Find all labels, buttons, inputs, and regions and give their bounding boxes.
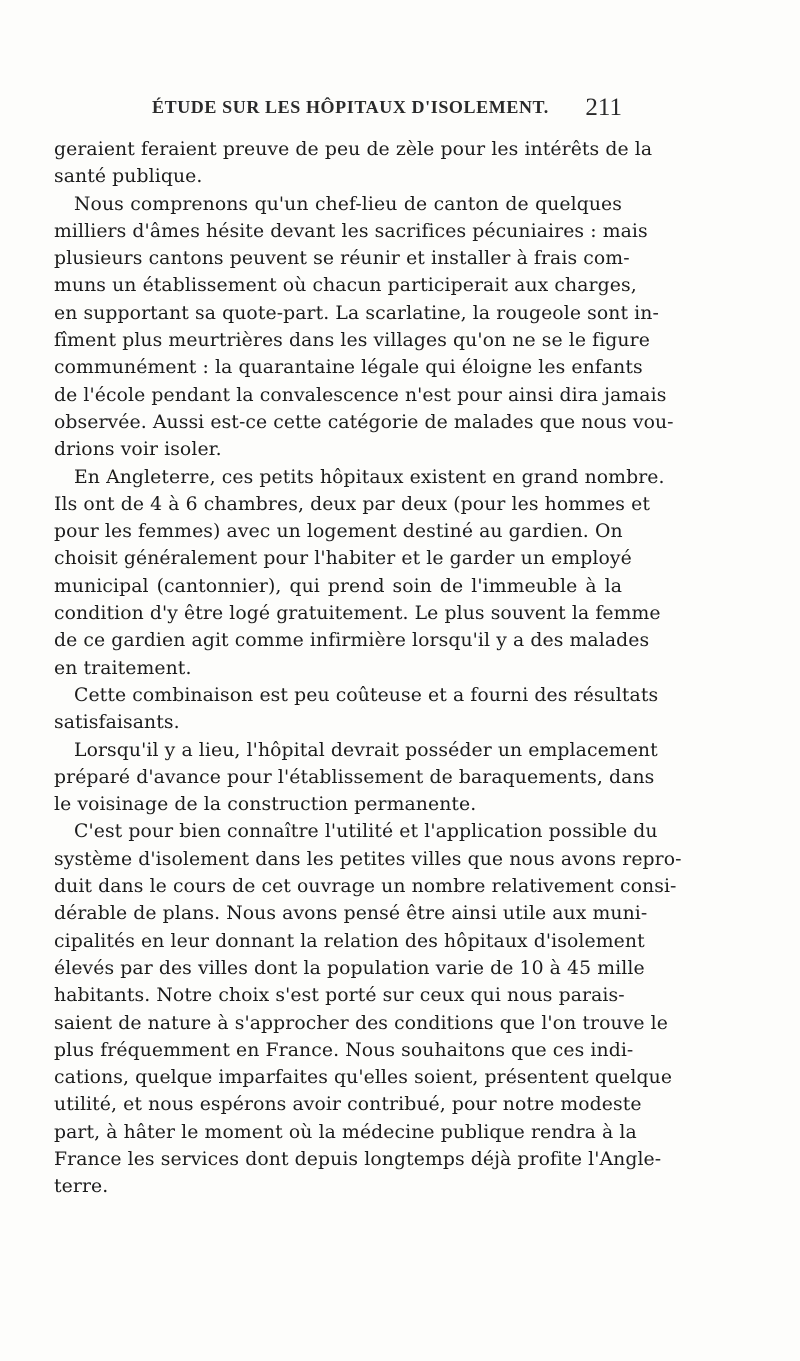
text-line: santé publique. [54, 166, 203, 188]
text-line: utilité, et nous espérons avoir contribué, pour notre modeste [54, 1094, 642, 1116]
text-line: le voisinage de la construction permanente. [54, 794, 477, 816]
text-line: choisit généralement pour l'habiter et le garder un employé [54, 548, 632, 570]
text-line: pour les femmes) avec un logement destiné au gardien. On [54, 521, 623, 543]
text-line: en supportant sa quote-part. La scarlatine, la rougeole sont in- [54, 302, 659, 324]
page-number: 211 [585, 94, 622, 121]
text-line: muns un établissement où chacun participerait aux charges, [54, 275, 637, 297]
text-line: dérable de plans. Nous avons pensé être ainsi utile aux muni- [54, 903, 648, 925]
text-line: terre. [54, 1176, 109, 1198]
text-line: saient de nature à s'approcher des conditions que l'on trouve le [54, 1012, 669, 1034]
text-line: municipal (cantonnier), qui prend soin de l'immeuble à la [54, 575, 622, 597]
text-line: cations, quelque imparfaites qu'elles soient, présentent quelque [54, 1067, 673, 1089]
text-line: en traitement. [54, 657, 192, 679]
text-line: part, à hâter le moment où la médecine publique rendra à la [54, 1121, 637, 1143]
text-line: observée. Aussi est-ce cette catégorie de malades que nous vou- [54, 411, 674, 433]
text-line: de l'école pendant la convalescence n'est pour ainsi dira jamais [54, 384, 667, 406]
text-line: condition d'y être logé gratuitement. Le plus souvent la femme [54, 603, 661, 625]
text-line: drions voir isoler. [54, 439, 222, 461]
text-line: cipalités en leur donnant la relation des hôpitaux d'isolement [54, 930, 645, 952]
body-text [54, 136, 682, 1201]
text-line: plus fréquemment en France. Nous souhaitons que ces indi- [54, 1039, 634, 1061]
text-line: fîment plus meurtrières dans les villages qu'on ne se le figure [54, 330, 650, 352]
text-line: élevés par des villes dont la population varie de 10 à 45 mille [54, 957, 645, 979]
text-line: satisfaisants. [54, 712, 180, 734]
text-line: Lorsqu'il y a lieu, l'hôpital devrait posséder un emplacement [74, 739, 658, 761]
text-line: Cette combinaison est peu coûteuse et a fourni des résultats [74, 684, 659, 706]
text-line: geraient feraient preuve de peu de zèle pour les intérêts de la [54, 139, 653, 160]
text-line: milliers d'âmes hésite devant les sacrifices pécuniaires : mais [54, 220, 648, 242]
text-line: communément : la quarantaine légale qui éloigne les enfants [54, 357, 643, 379]
text-line: C'est pour bien connaître l'utilité et l'application possible du [74, 821, 658, 843]
text-line: système d'isolement dans les petites villes que nous avons repro- [54, 848, 682, 870]
running-header [54, 94, 622, 124]
text-line: En Angleterre, ces petits hôpitaux existent en grand nombre. [74, 466, 665, 488]
text-line: France les services dont depuis longtemps déjà profite l'Angle- [54, 1148, 662, 1170]
text-line: duit dans le cours de cet ouvrage un nombre relativement consi- [54, 876, 677, 898]
text-line: Ils ont de 4 à 6 chambres, deux par deux (pour les hommes et [54, 493, 650, 515]
text-line: plusieurs cantons peuvent se réunir et installer à frais com- [54, 248, 630, 270]
text-line: Nous comprenons qu'un chef-lieu de canton de quelques [74, 193, 622, 215]
text-line: habitants. Notre choix s'est porté sur ceux qui nous parais- [54, 985, 625, 1007]
text-line: préparé d'avance pour l'établissement de baraquements, dans [54, 766, 655, 788]
text-line: de ce gardien agit comme infirmière lorsqu'il y a des malades [54, 630, 650, 652]
running-title: ÉTUDE SUR LES HÔPITAUX D'ISOLEMENT. [152, 97, 549, 117]
